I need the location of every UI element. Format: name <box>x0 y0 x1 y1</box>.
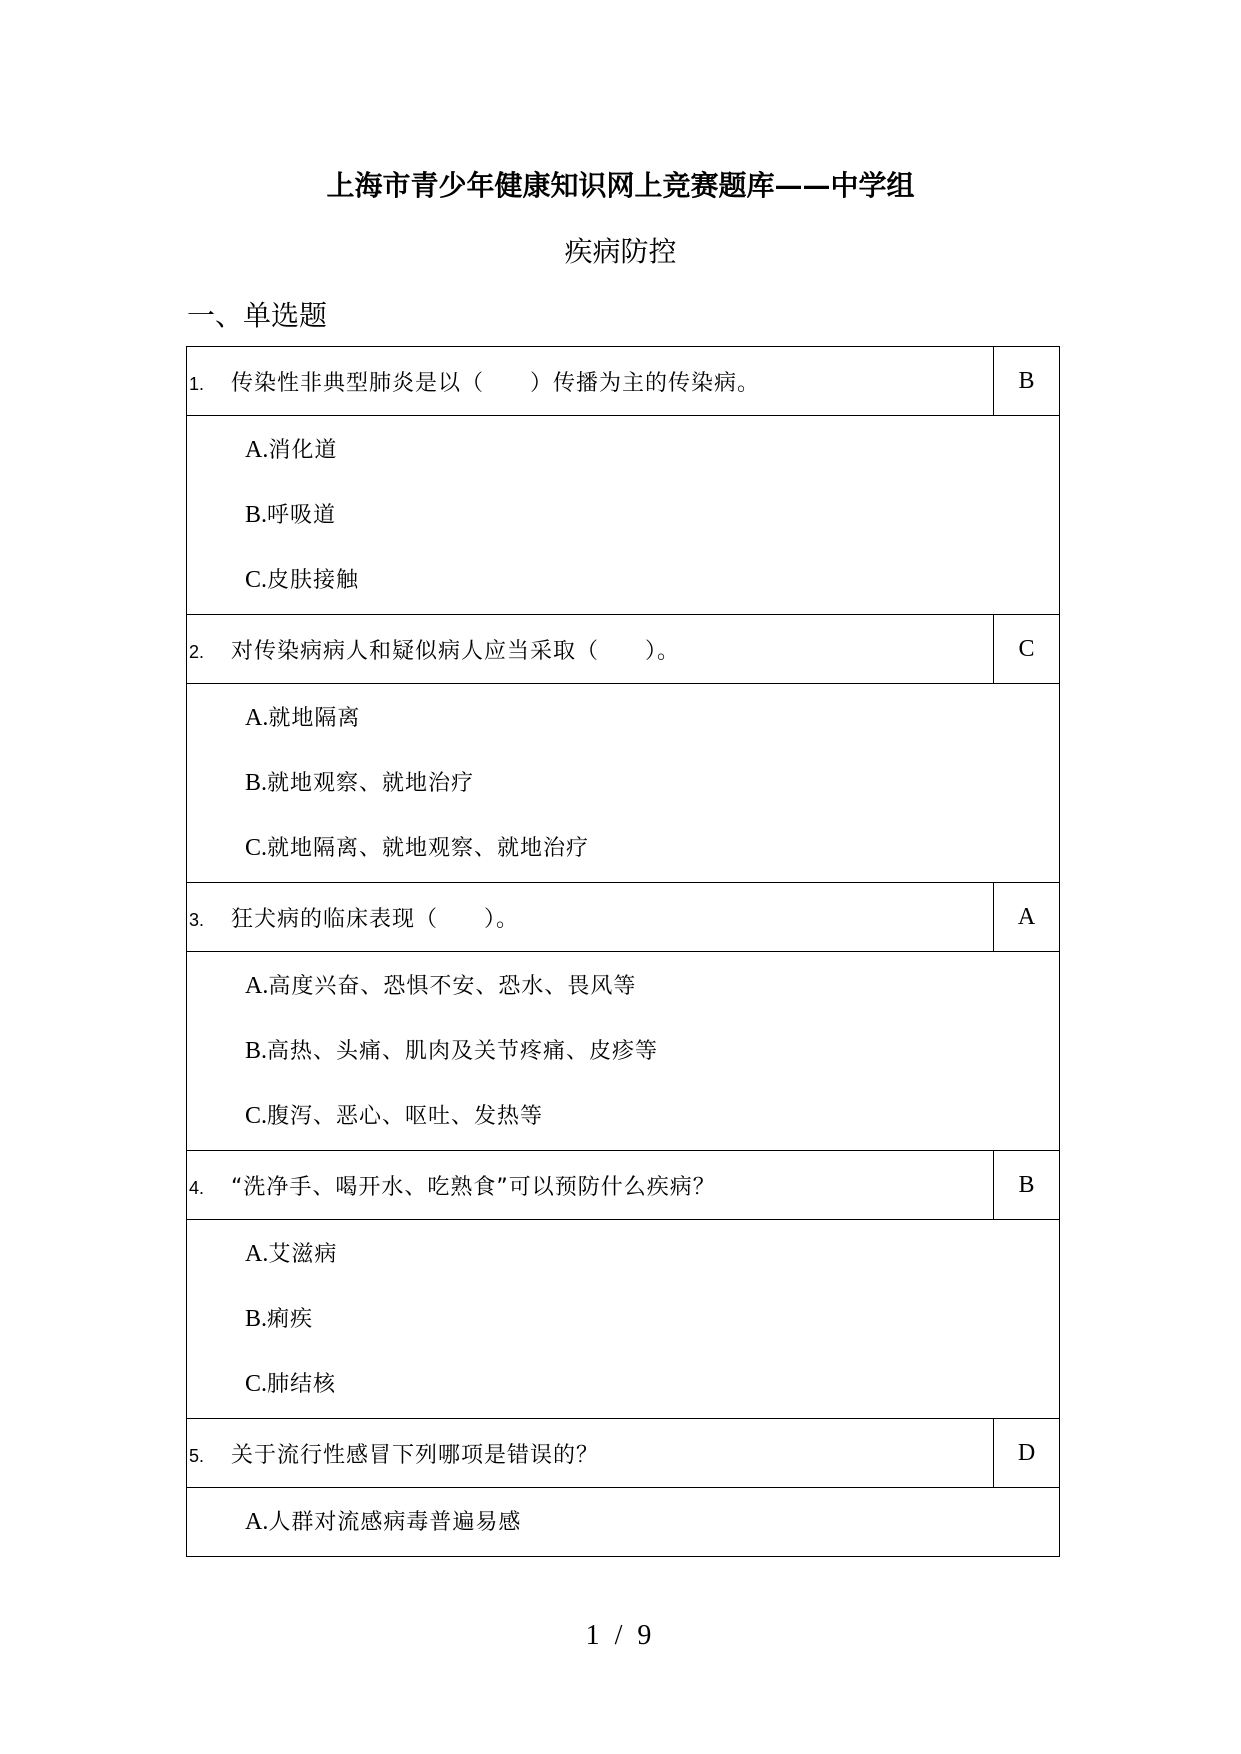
option-text: 高度兴奋、恐惧不安、恐水、畏风等 <box>268 974 637 999</box>
answer-cell: D <box>994 1419 1060 1488</box>
options-cell <box>187 684 1060 883</box>
option-letter: A. <box>245 437 269 463</box>
question-cell <box>187 883 994 952</box>
options-cell <box>187 952 1060 1151</box>
option-letter: A. <box>245 973 269 999</box>
option-letter: C. <box>245 1371 268 1397</box>
option-item <box>187 1222 1059 1287</box>
option-text: 艾滋病 <box>268 1242 338 1267</box>
question-text: 狂犬病的临床表现（ ）。 <box>231 906 520 932</box>
option-text: 高热、头痛、肌肉及关节疼痛、皮疹等 <box>267 1039 659 1064</box>
option-letter: B. <box>245 1038 268 1064</box>
option-letter: C. <box>245 1103 268 1129</box>
options-row <box>187 1488 1060 1557</box>
answer-cell: A <box>994 883 1060 952</box>
option-text: 皮肤接触 <box>267 568 360 593</box>
question-number: 4. <box>189 1177 205 1198</box>
option-item <box>187 751 1059 816</box>
question-cell <box>187 1419 994 1488</box>
question-row <box>187 1419 1060 1488</box>
option-item <box>187 816 1059 881</box>
question-row <box>187 615 1060 684</box>
options-row <box>187 416 1060 615</box>
option-text: 消化道 <box>268 438 338 463</box>
options-row <box>187 952 1060 1151</box>
option-letter: B. <box>245 502 268 528</box>
option-letter: C. <box>245 567 268 593</box>
option-item <box>187 418 1059 483</box>
option-item <box>187 954 1059 1019</box>
option-item <box>187 1084 1059 1149</box>
option-item <box>187 548 1059 613</box>
option-text: 就地隔离 <box>268 706 361 731</box>
option-item <box>187 1488 1059 1556</box>
option-letter: C. <box>245 835 268 861</box>
question-cell <box>187 347 994 416</box>
question-number: 1. <box>189 373 205 394</box>
question-number: 3. <box>189 909 205 930</box>
options-cell <box>187 1488 1060 1557</box>
option-text: 就地隔离、就地观察、就地治疗 <box>267 836 590 861</box>
option-text: 人群对流感病毒普遍易感 <box>268 1510 522 1535</box>
document-subtitle: 疾病防控 <box>564 235 677 268</box>
option-item <box>187 483 1059 548</box>
question-row <box>187 883 1060 952</box>
option-item <box>187 686 1059 751</box>
question-text: 对传染病病人和疑似病人应当采取（ ）。 <box>231 638 681 664</box>
question-table <box>186 346 1060 1557</box>
answer-cell: B <box>994 347 1060 416</box>
option-text: 呼吸道 <box>267 503 337 528</box>
option-letter: B. <box>245 1306 268 1332</box>
question-cell <box>187 615 994 684</box>
option-letter: A. <box>245 1241 269 1267</box>
question-row <box>187 1151 1060 1220</box>
option-text: 肺结核 <box>267 1372 337 1397</box>
options-cell <box>187 416 1060 615</box>
question-row <box>187 347 1060 416</box>
option-letter: A. <box>245 705 269 731</box>
options-row <box>187 684 1060 883</box>
option-item <box>187 1352 1059 1417</box>
question-text: “洗净手、喝开水、吃熟食”可以预防什么疾病？ <box>231 1174 716 1200</box>
option-text: 就地观察、就地治疗 <box>267 771 475 796</box>
option-item <box>187 1019 1059 1084</box>
option-letter: B. <box>245 770 268 796</box>
option-text: 痢疾 <box>267 1307 314 1332</box>
options-row <box>187 1220 1060 1419</box>
question-text: 关于流行性感冒下列哪项是错误的？ <box>231 1442 600 1468</box>
option-item <box>187 1287 1059 1352</box>
document-title: 上海市青少年健康知识网上竞赛题库——中学组 <box>326 169 915 202</box>
option-text: 腹泻、恶心、呕吐、发热等 <box>267 1104 544 1129</box>
question-text: 传染性非典型肺炎是以（ ）传播为主的传染病。 <box>231 370 761 396</box>
answer-cell: B <box>994 1151 1060 1220</box>
page-number: 1 / 9 <box>585 1620 656 1651</box>
section-heading: 一、单选题 <box>187 299 328 332</box>
question-cell <box>187 1151 994 1220</box>
answer-cell: C <box>994 615 1060 684</box>
options-cell <box>187 1220 1060 1419</box>
question-number: 5. <box>189 1445 205 1466</box>
question-number: 2. <box>189 641 205 662</box>
option-letter: A. <box>245 1509 269 1535</box>
